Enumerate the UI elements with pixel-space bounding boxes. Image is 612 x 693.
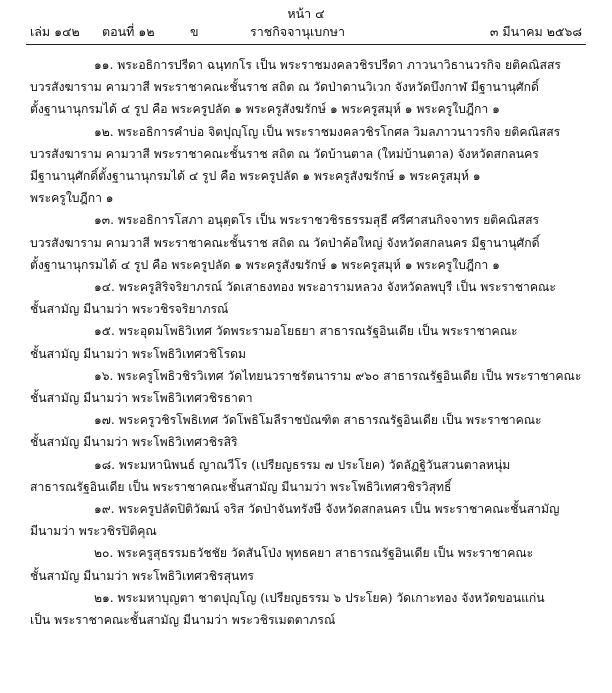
- header-divider: [26, 44, 586, 45]
- appointment-item: [30, 276, 582, 320]
- appointment-item: [30, 498, 582, 542]
- section-label: ข: [190, 24, 199, 39]
- appointment-item-line: ชั้นสามัญ มีนามว่า พระวชิรจริยาภรณ์: [30, 302, 229, 317]
- page-number: หน้า ๔: [287, 6, 325, 21]
- appointment-item-line: ชั้นสามัญ มีนามว่า พระโพธิวิเทศวชิรสิริ: [30, 435, 238, 450]
- appointment-item-first-line: ๑๓. พระอธิการโสภา อนุตฺตโร เป็น พระราชวชิรธรรมสุธี ศรีศาสนกิจจาทร ยติคณิสสร: [94, 213, 540, 228]
- appointment-item-first-line: ๑๗. พระครูวชิรโพธิเทศ วัดโพธิโมลีราชบัณฑิต สาธารณรัฐอินเดีย เป็น พระราชาคณะ: [94, 413, 542, 428]
- appointment-item-first-line: ๑๑. พระอธิการปรีดา ฉนฺทกโร เป็น พระราชมงคลวชิรปรีดา ภาวนาวิธานวรกิจ ยติคณิสสร: [94, 58, 561, 72]
- appointment-item-first-line: ๑๔. พระครูสิริจริยาภรณ์ วัดเสาธงทอง พระอารามหลวง จังหวัดลพบุรี เป็น พระราชาคณะ: [94, 280, 556, 295]
- document-body: [30, 54, 582, 631]
- gazette-title: ราชกิจจานุเบกษา: [250, 24, 346, 39]
- appointment-item-line: พระครูใบฎีกา ๑: [30, 191, 114, 206]
- appointment-item-line: ชั้นสามัญ มีนามว่า พระโพธิวิเทศวชิรสุนทร: [30, 568, 254, 583]
- appointment-item: [30, 54, 582, 121]
- appointment-item: [30, 320, 582, 364]
- appointment-item-line: ชั้นสามัญ มีนามว่า พระโพธิวิเทศวชิรธาดา: [30, 391, 253, 406]
- gazette-header: [30, 22, 582, 42]
- issue-date: ๓ มีนาคม ๒๕๖๘: [489, 24, 582, 39]
- appointment-item-first-line: ๑๘. พระมหานิพนธ์ ญาณวีโร (เปรียญธรรม ๗ ประโยค) วัดลัฏฐิวันสวนตาลหนุ่ม: [94, 457, 511, 472]
- volume-label: เล่ม ๑๔๒: [30, 24, 80, 39]
- appointment-item-line: บวรสังฆาราม คามวาสี พระราชาคณะชั้นราช สถิต ณ วัดป่าดานวิเวก จังหวัดบึงกาฬ มีฐานานุศักดิ์: [30, 80, 539, 95]
- appointment-item: [30, 365, 582, 409]
- appointment-item: [30, 121, 582, 210]
- appointment-item-line: ตั้งฐานานุกรมได้ ๔ รูป คือ พระครูปลัด ๑ พระครูสังฆรักษ์ ๑ พระครูสมุห์ ๑ พระครูใบฎีกา ๑: [30, 102, 500, 117]
- appointment-item-line: สาธารณรัฐอินเดีย เป็น พระราชาคณะชั้นสามัญ มีนามว่า พระโพธิวิเทศวชิรวิสุทธิ์: [30, 479, 452, 494]
- appointment-item-first-line: ๑๙. พระครูปลัดปิติวัฒน์ จริส วัดป่าจันทรังษี จังหวัดสกลนคร เป็น พระราชาคณะชั้นสามัญ: [94, 502, 560, 517]
- appointment-item-line: ชั้นสามัญ มีนามว่า พระโพธิวิเทศวชิโรดม: [30, 346, 247, 361]
- appointment-item-line: มีฐานานุศักดิ์ตั้งฐานานุกรมได้ ๔ รูป คือ พระครูปลัด ๑ พระครูสังฆรักษ์ ๑ พระครูสมุห์ ๑: [30, 169, 481, 184]
- appointment-item: [30, 542, 582, 586]
- appointment-item: [30, 409, 582, 453]
- appointment-item-line: ตั้งฐานานุกรมได้ ๔ รูป คือ พระครูปลัด ๑ พระครูสังฆรักษ์ ๑ พระครูสมุห์ ๑ พระครูใบฎีกา ๑: [30, 257, 500, 272]
- appointment-item: [30, 454, 582, 498]
- appointment-item-first-line: ๑๖. พระครูโพธิวชิรวิเทศ วัดไทยนวราชรัตนาราม ๙๖๐ สาธารณรัฐอินเดีย เป็น พระราชาคณะ: [94, 368, 582, 383]
- appointment-item-first-line: ๑๒. พระอธิการคำบ่อ จิตปุญฺโญ เป็น พระราชมงคลวชิรโกศล วิมลภาวนาวรกิจ ยติคณิสสร: [94, 124, 561, 139]
- issue-label: ตอนที่ ๑๒: [102, 24, 155, 39]
- appointment-item-line: บวรสังฆาราม คามวาสี พระราชาคณะชั้นราช สถิต ณ วัดบ้านตาล (ใหม่บ้านตาล) จังหวัดสกลนคร: [30, 146, 539, 161]
- appointment-item: [30, 209, 582, 276]
- appointment-item: [30, 587, 582, 631]
- appointment-item-line: เป็น พระราชาคณะชั้นสามัญ มีนามว่า พระวชิรเมตตาภรณ์: [30, 613, 336, 628]
- appointment-item-line: มีนามว่า พระวชิรปิติคุณ: [30, 524, 157, 539]
- appointment-item-first-line: ๑๕. พระอุดมโพธิวิเทศ วัดพระรามอโยธยา สาธารณรัฐอินเดีย เป็น พระราชาคณะ: [94, 324, 518, 339]
- appointment-item-first-line: ๒๑. พระมหาบุญตา ชาตปุญฺโญ (เปรียญธรรม ๖ ประโยค) วัดเกาะทอง จังหวัดขอนแก่น: [94, 590, 545, 605]
- appointment-item-first-line: ๒๐. พระครูสุธรรมธวัชชัย วัดสันโป่ง พุทธคยา สาธารณรัฐอินเดีย เป็น พระราชาคณะ: [94, 546, 534, 561]
- appointment-item-line: บวรสังฆาราม คามวาสี พระราชาคณะชั้นราช สถิต ณ วัดป่าค้อใหญ่ จังหวัดสกลนคร มีฐานานุศักดิ์: [30, 235, 540, 250]
